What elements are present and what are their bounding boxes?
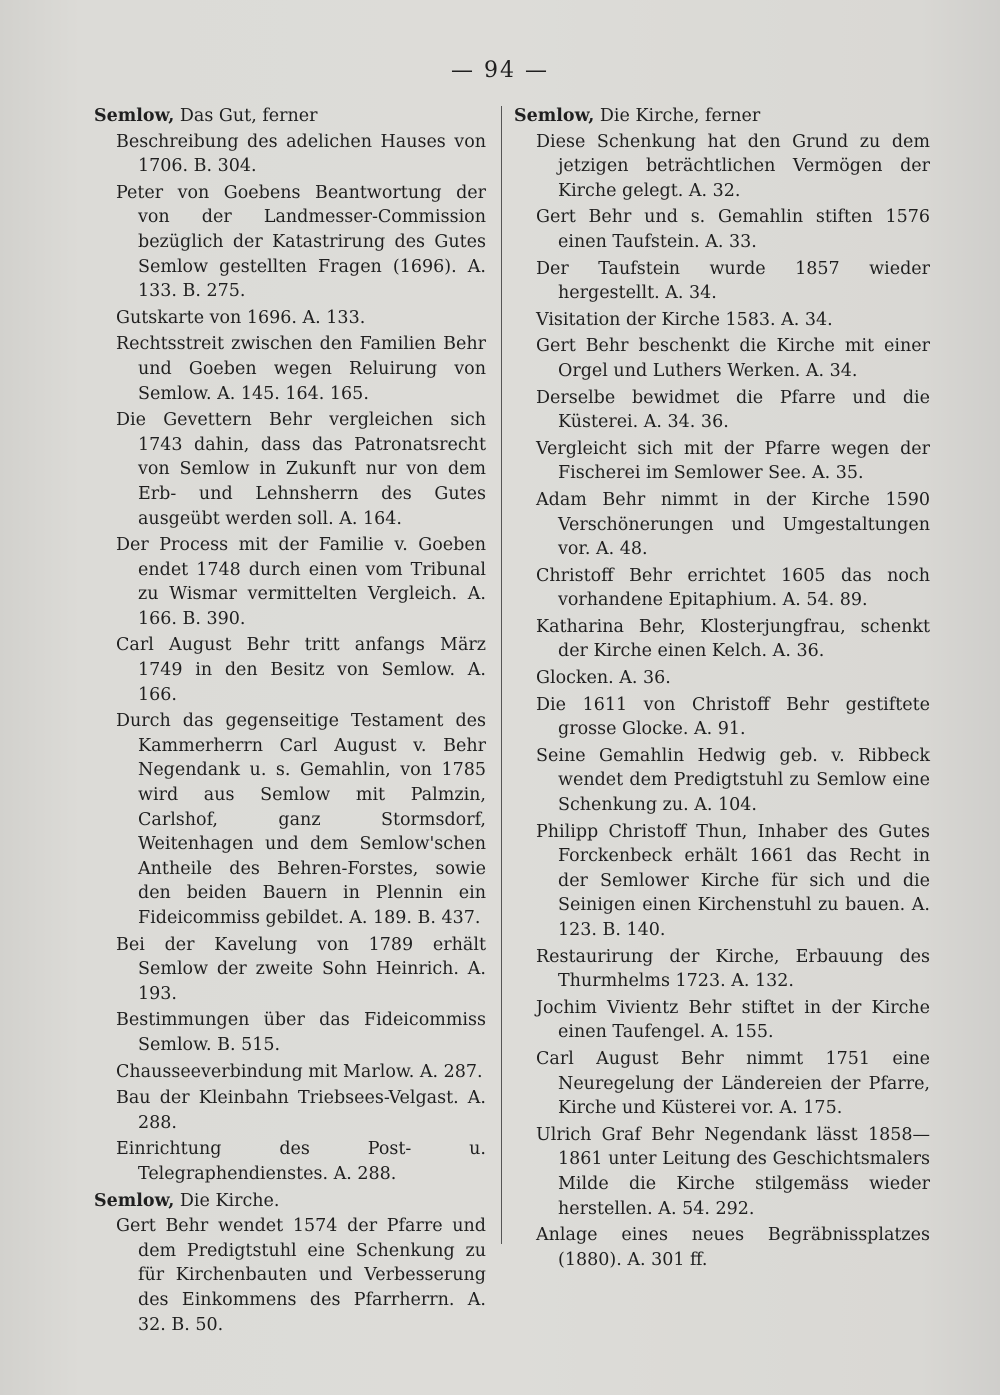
heading-keyword: Semlow, [94,1190,175,1211]
index-entry: Adam Behr nimmt in der Kirche 1590 Verschönerungen und Umgestaltungen vor. A. 48. [536,489,930,560]
index-entry: Beschreibung des adelichen Hauses von 1706. B. 304. [116,131,486,177]
left-column [94,104,486,1339]
index-entry: Gert Behr wendet 1574 der Pfarre und dem Predigtstuhl eine Schenkung zu für Kirchenbauten und Verbesserung des Einkommens des Pfarrherrn. A. 32. B. 50. [116,1216,486,1335]
section-kirche-continued [514,104,930,1272]
index-entry: Bei der Kavelung von 1789 erhält Semlow der zweite Sohn Heinrich. A. 193. [116,934,486,1004]
index-entry: Der Taufstein wurde 1857 wieder hergestellt. A. 34. [536,258,930,304]
index-entry: Derselbe bewidmet die Pfarre und die Küsterei. A. 34. 36. [536,387,930,433]
section-kirche [94,1189,486,1338]
right-column [514,104,930,1274]
index-entry: Seine Gemahlin Hedwig geb. v. Ribbeck wendet dem Predigtstuhl zu Semlow eine Schenkung zu. A. 104. [536,745,930,816]
section-heading [94,1189,486,1214]
index-entry: Carl August Behr tritt anfangs März 1749 in den Besitz von Semlow. A. 166. [116,635,486,705]
index-entry: Philipp Christoff Thun, Inhaber des Gutes Forckenbeck erhält 1661 das Recht in der Semlower Kirche für sich und die Seinigen einen Kirchenstuhl zu bauen. A. 123. B. 140. [536,821,930,940]
section-heading [514,104,930,129]
index-entry: Peter von Goebens Beantwortung der von der Landmesser-Commission bezüglich der Katastrirung des Gutes Semlow gestellten Fragen (1696). A. 133. B. 275. [116,182,486,302]
index-entry: Gert Behr beschenkt die Kirche mit einer Orgel und Luthers Werken. A. 34. [536,336,930,381]
index-entry: Gutskarte von 1696. A. 133. [116,307,366,328]
index-entry: Katharina Behr, Klosterjungfrau, schenkt der Kirche einen Kelch. A. 36. [536,616,930,662]
index-entry: Jochim Vivientz Behr stiftet in der Kirche einen Taufengel. A. 155. [536,997,930,1043]
column-divider [501,106,502,1244]
heading-keyword: Semlow, [94,106,175,126]
index-entry: Bestimmungen über das Fideicommiss Semlow. B. 515. [116,1010,486,1055]
index-entry: Anlage eines neues Begräbnissplatzes (1880). A. 301 ff. [536,1225,930,1270]
index-entry: Bau der Kleinbahn Triebsees-Velgast. A. 288. [116,1088,486,1133]
heading-subtitle: Die Kirche. [174,1190,280,1211]
index-entry: Durch das gegenseitige Testament des Kammerherrn Carl August v. Behr Negendank u. s. Gemahlin, von 1785 wird aus Semlow mit Palmzin, Carlshof, ganz Stormsdorf, Weitenhagen und dem Semlow'schen Antheile des Behren-Forstes, sowie den beiden Bauern in Plennin ein Fideicommiss gebildet. A. 189. B. 437. [116,711,486,928]
index-entry: Vergleicht sich mit der Pfarre wegen der Fischerei im Semlower See. A. 35. [536,438,930,484]
index-entry: Christoff Behr errichtet 1605 das noch vorhandene Epitaphium. A. 54. 89. [536,565,930,611]
heading-keyword: Semlow, [514,106,595,126]
index-entry: Die 1611 von Christoff Behr gestiftete grosse Glocke. A. 91. [536,694,930,740]
index-entry: Einrichtung des Post- u. Telegraphendienstes. A. 288. [116,1139,486,1184]
heading-subtitle: Die Kirche, ferner [594,106,761,126]
page-number: — 94 — [451,58,549,83]
index-entry: Gert Behr und s. Gemahlin stiften 1576 einen Taufstein. A. 33. [536,207,930,252]
index-entry: Der Process mit der Familie v. Goeben endet 1748 durch einen vom Tribunal zu Wismar vermittelten Vergleich. A. 166. B. 390. [116,535,486,629]
index-entry: Diese Schenkung hat den Grund zu dem jetzigen beträchtlichen Vermögen der Kirche gelegt. A. 32. [536,131,930,201]
index-entry: Restaurirung der Kirche, Erbauung des Thurmhelms 1723. A. 132. [536,946,930,992]
index-entry: Chausseeverbindung mit Marlow. A. 287. [116,1061,483,1082]
index-entry: Visitation der Kirche 1583. A. 34. [536,309,833,330]
section-heading [94,104,486,129]
index-entry: Rechtsstreit zwischen den Familien Behr und Goeben wegen Reluirung von Semlow. A. 145. 164. 165. [116,334,486,404]
index-entry: Ulrich Graf Behr Negendank lässt 1858—1861 unter Leitung des Geschichtsmalers Milde die Kirche stilgemäss wieder herstellen. A. 54. 292. [536,1124,930,1219]
section-gut [94,104,486,1187]
heading-subtitle: Das Gut, ferner [174,106,318,126]
index-entry: Glocken. A. 36. [536,668,671,689]
index-entry: Die Gevettern Behr vergleichen sich 1743 dahin, dass das Patronatsrecht von Semlow in Zukunft nur von dem Erb- und Lehnsherrn des Gutes ausgeübt werden soll. A. 164. [116,410,486,529]
index-entry: Carl August Behr nimmt 1751 eine Neuregelung der Ländereien der Pfarre, Kirche und Küsterei vor. A. 175. [536,1048,930,1119]
